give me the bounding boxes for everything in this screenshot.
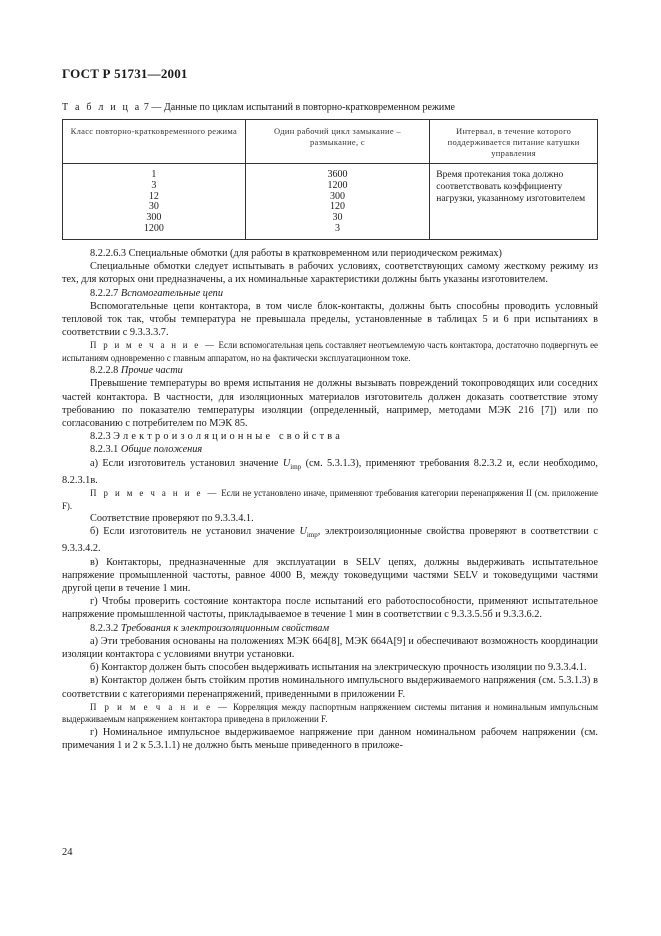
cycle-value: 3 (334, 222, 340, 234)
subsection-title: Вспомогательные цепи (120, 287, 223, 299)
note (62, 487, 598, 512)
column-header-class: Класс повторно-кратковременного режима (63, 120, 246, 164)
subsection-number: 8.2.3.1 (90, 444, 119, 456)
note-label: П р и м е ч а н и е — (90, 701, 230, 712)
cycle-values-cell (245, 164, 430, 240)
page-number: 24 (62, 847, 73, 858)
note-text: Если не установлено иначе, применяют требования категории перенапряжения II (см. приложение F). (62, 488, 598, 511)
document-header: ГОСТ Р 51731—2001 (62, 66, 188, 81)
class-values-cell (63, 164, 246, 240)
paragraph-text: а) Если изготовитель установил значение (90, 457, 279, 469)
subsection-number: 8.2.2.7 (90, 287, 119, 299)
note (62, 701, 598, 726)
paragraph: б) Контактор должен быть способен выдерживать испытания на электрическую прочность изоляции по 9.3.3.4.1. (90, 662, 587, 674)
paragraph-text: (см. 5.3.1.3), применяют требования 8.2.3.2 и, если необходимо, 8.2.3.1в. (62, 457, 598, 486)
paragraph: Превышение температуры во время испытания не должны вызывать повреждений токопроводящих или соседних частей контактора. В частности, для изоляционных материалов изготовитель должен доказать соответствие этому требованию по показателю температуры изоляции (определенный, например, методами МЭК 216 [7]) или по согласованию с потребителем по МЭК 85. (62, 378, 598, 430)
subsection-number: 8.2.2.8 (90, 365, 119, 377)
paragraph: Соответствие проверяют по 9.3.3.4.1. (90, 512, 254, 524)
cycle-value: 3600 (327, 169, 348, 180)
section-number: 8.2.3 (90, 431, 111, 443)
paragraph-text: , электроизоляционные свойства проверяют в соответствии с 9.3.3.4.2. (62, 526, 598, 555)
class-value: 1 (151, 169, 157, 180)
cycle-value: 30 (332, 212, 343, 224)
table-caption-text: 7 — Данные по циклам испытаний в повторно-кратковременном режиме (143, 102, 455, 113)
note-label: П р и м е ч а н и е — (90, 488, 219, 499)
subsection-title: Прочие части (120, 365, 183, 377)
table-row (63, 164, 598, 240)
body-text (62, 247, 598, 752)
paragraph-text: б) Если изготовитель не установил значение (90, 526, 295, 538)
class-value: 300 (146, 212, 162, 224)
column-header-interval: Интервал, в течение которого поддерживается питание катушки управления (430, 120, 598, 164)
table-caption-label: Т а б л и ц а (62, 102, 142, 113)
paragraph: г) Номинальное импульсное выдерживаемое напряжение при данном номинальном рабочем напряжении (см. примечания 1 и 2 к 5.3.1.1) не должно быть меньше приведенного в приложе- (62, 726, 598, 751)
cycle-value: 1200 (327, 179, 348, 191)
note (62, 339, 598, 364)
paragraph (62, 525, 598, 555)
paragraph (62, 457, 598, 487)
table-caption (62, 102, 455, 113)
paragraph: Вспомогательные цепи контактора, в том числе блок-контакты, должны быть способны проводить условный тепловой ток так, чтобы температура не превышала пределы, установленные в таблицах 5 и 6 при испытаниях в соответствии с 9.3.3.3.7. (62, 300, 598, 339)
section-heading (62, 430, 598, 443)
subsection-title: Требования к электроизоляционным свойствам (120, 622, 330, 634)
paragraph: в) Контактор должен быть стойким против номинального импульсного выдерживаемого напряжения (см. 5.3.1.3) в соответствии с категориями перенапряжений, приведенными в приложении F. (62, 675, 598, 700)
class-value: 3 (151, 179, 157, 191)
table-header-row (63, 120, 598, 164)
cycle-value: 300 (329, 190, 345, 202)
class-value: 12 (148, 190, 159, 202)
subsection-heading (62, 364, 598, 377)
subsection-heading (62, 443, 598, 456)
variable-subscript: imp (306, 531, 318, 540)
cycle-data-table (62, 119, 598, 240)
note-text: Корреляция между паспортным напряжением системы питания и номинальным импульсным выдерживаемым напряжением контактора приведена в приложении F. (62, 701, 598, 725)
subsection-title: Общие положения (120, 444, 203, 456)
paragraph: 8.2.2.6.3 Специальные обмотки (для работы в кратковременном или периодическом режимах) (90, 248, 502, 259)
paragraph: Специальные обмотки следует испытывать в рабочих условиях, соответствующих самому жесткому режиму из тех, для которых они предназначены, а их номинальные характеристики должны быть указаны изготовителем. (62, 261, 598, 286)
class-value: 1200 (143, 222, 164, 234)
section-title: Электроизоляционные свойства (113, 431, 343, 443)
interval-note-cell: Время протекания тока должно соответствовать коэффициенту нагрузки, указанному изготовителем (430, 164, 598, 240)
variable-subscript: imp (290, 462, 302, 471)
paragraph: в) Контакторы, предназначенные для эксплуатации в SELV цепях, должны выдерживать испытательное напряжение промышленной частоты, равное 4000 В, между токоведущими частями SELV и токоведущими частями другой цепи в течение 1 мин. (62, 556, 598, 594)
subsection-number: 8.2.3.2 (90, 622, 119, 634)
variable-u: U (282, 457, 291, 469)
variable-u: U (299, 526, 307, 538)
subsection-heading (62, 287, 598, 300)
class-value: 30 (148, 201, 159, 213)
column-header-cycle: Один рабочий цикл замыкание – размыкание, с (245, 120, 430, 164)
subsection-heading (62, 622, 598, 635)
cycle-value: 120 (329, 201, 345, 213)
paragraph: а) Эти требования основаны на положениях МЭК 664[8], МЭК 664А[9] и обеспечивают возможность координации изоляции контактора с условиями внутри установки. (62, 635, 598, 660)
note-label: П р и м е ч а н и е — (90, 340, 217, 351)
paragraph: г) Чтобы проверить состояние контактора после испытаний его работоспособности, применяют испытательное напряжение промышленной частоты, прикладываемое в течение 1 мин в соответствии с 9.3.3.5.5б и 9.3.3.6.2. (62, 596, 598, 621)
note-text: Если вспомогательная цепь составляет неотъемлемую часть контактора, достаточно подвергнуть ее испытаниям одновременно с главным аппаратом, но на фактически эксплуатационном токе. (62, 340, 598, 363)
